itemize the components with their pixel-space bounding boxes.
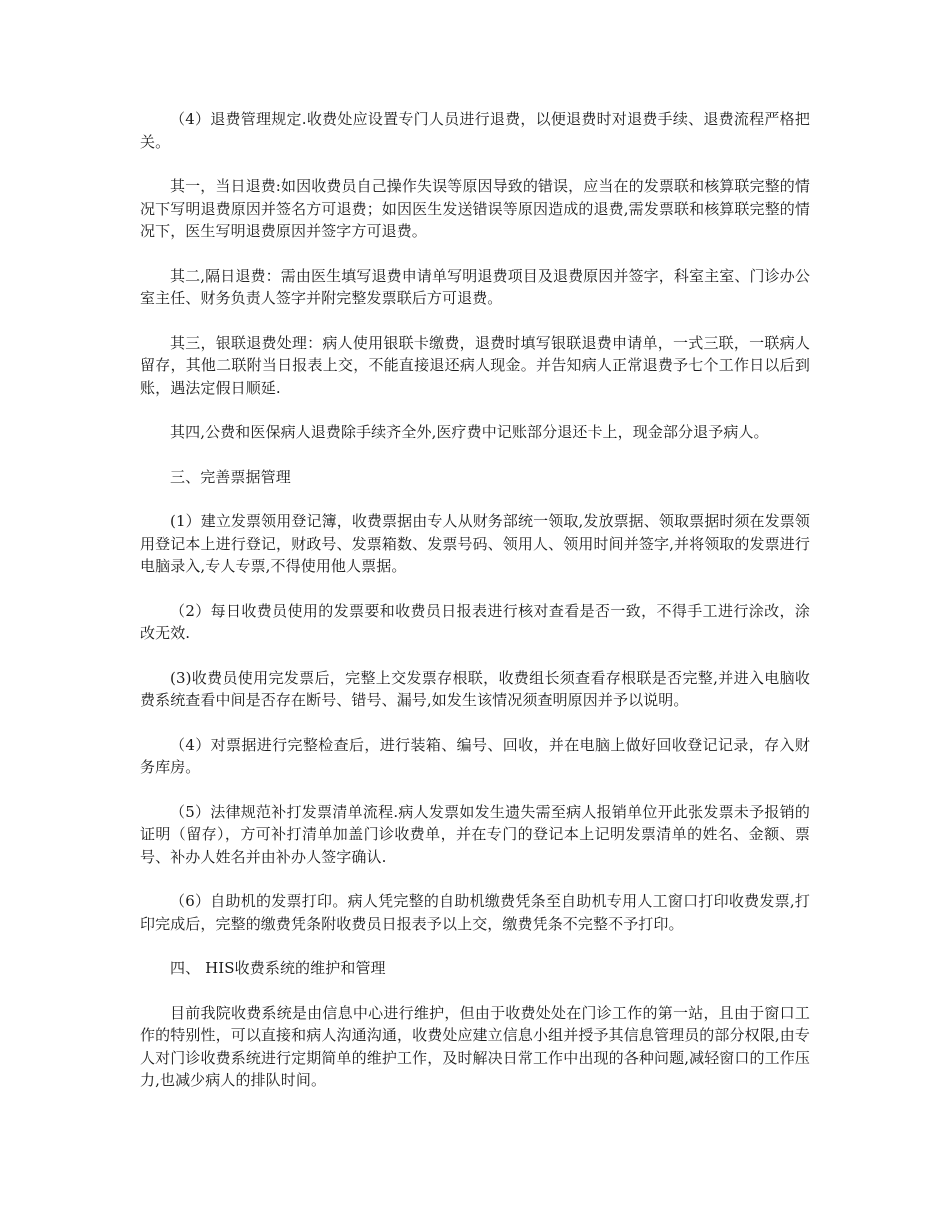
paragraph-insurance-refund: 其四,公费和医保病人退费除手续齐全外,医疗费中记账部分退还卡上，现金部分退予病人。	[170, 423, 769, 441]
document-body	[140, 108, 810, 1114]
section-heading-invoice-management: 三、完善票据管理	[170, 467, 291, 486]
paragraph-kiosk-printing: （6）自助机的发票打印。病人凭完整的自助机缴费凭条至自助机专用人工窗口打印收费发票,打印完成后，完整的缴费凭条附收费员日报表予以上交，缴费凭条不完整不予打印。	[140, 892, 810, 933]
section-heading-his-maintenance: 四、 HIS收费系统的维护和管理	[170, 959, 386, 977]
paragraph-refund-rules: （4）退费管理规定.收费处应设置专门人员进行退费，以便退费时对退费手续、退费流程严格把关。	[140, 110, 810, 151]
paragraph-reprint-process: （5）法律规范补打发票清单流程.病人发票如发生遗失需至病人报销单位开此张发票未予报销的证明（留存），方可补打清单加盖门诊收费单，并在专门的登记本上记明发票清单的姓名、金额、票号、补办人姓名并由补办人签字确认.	[140, 802, 810, 866]
paragraph-daily-check: （2）每日收费员使用的发票要和收费员日报表进行核对查看是否一致，不得手工进行涂改，涂改无效.	[140, 601, 810, 642]
paragraph-archiving: （4）对票据进行完整检查后，进行装箱、编号、回收，并在电脑上做好回收登记记录，存入财务库房。	[140, 735, 810, 776]
paragraph-invoice-register: (1）建立发票领用登记簿，收费票据由专人从财务部统一领取,发放票据、领取票据时须在发票领用登记本上进行登记，财政号、发票箱数、发票号码、领用人、领用时间并签字,并将领取的发票进行电脑录入,专人专票,不得使用他人票据。	[140, 512, 810, 575]
paragraph-next-day-refund: 其二,隔日退费：需由医生填写退费申请单写明退费项目及退费原因并签字，科室主室、门诊办公室主任、财务负责人签字并附完整发票联后方可退费。	[140, 266, 810, 307]
paragraph-stub-submission: (3)收费员使用完发票后，完整上交发票存根联，收费组长须查看存根联是否完整,并进入电脑收费系统查看中间是否存在断号、错号、漏号,如发生该情况须查明原因并予以说明。	[140, 668, 810, 709]
paragraph-unionpay-refund: 其三，银联退费处理：病人使用银联卡缴费，退费时填写银联退费申请单，一式三联，一联病人留存，其他二联附当日报表上交，不能直接退还病人现金。并告知病人正常退费予七个工作日以后到账，遇法定假日顺延.	[140, 333, 810, 397]
paragraph-his-maintenance: 目前我院收费系统是由信息中心进行维护，但由于收费处处在门诊工作的第一站，且由于窗口工作的特别性，可以直接和病人沟通沟通，收费处应建立信息小组并授予其信息管理员的部分权限,由专人对门诊收费系统进行定期简单的维护工作，及时解决日常工作中出现的各种问题,减轻窗口的工作压力,也减少病人的排队时间。	[140, 1003, 810, 1089]
paragraph-same-day-refund: 其一，当日退费:如因收费员自己操作失误等原因导致的错误，应当在的发票联和核算联完整的情况下写明退费原因并签名方可退费；如因医生发送错误等原因造成的退费,需发票联和核算联完整的情况下，医生写明退费原因并签字方可退费。	[140, 177, 810, 240]
